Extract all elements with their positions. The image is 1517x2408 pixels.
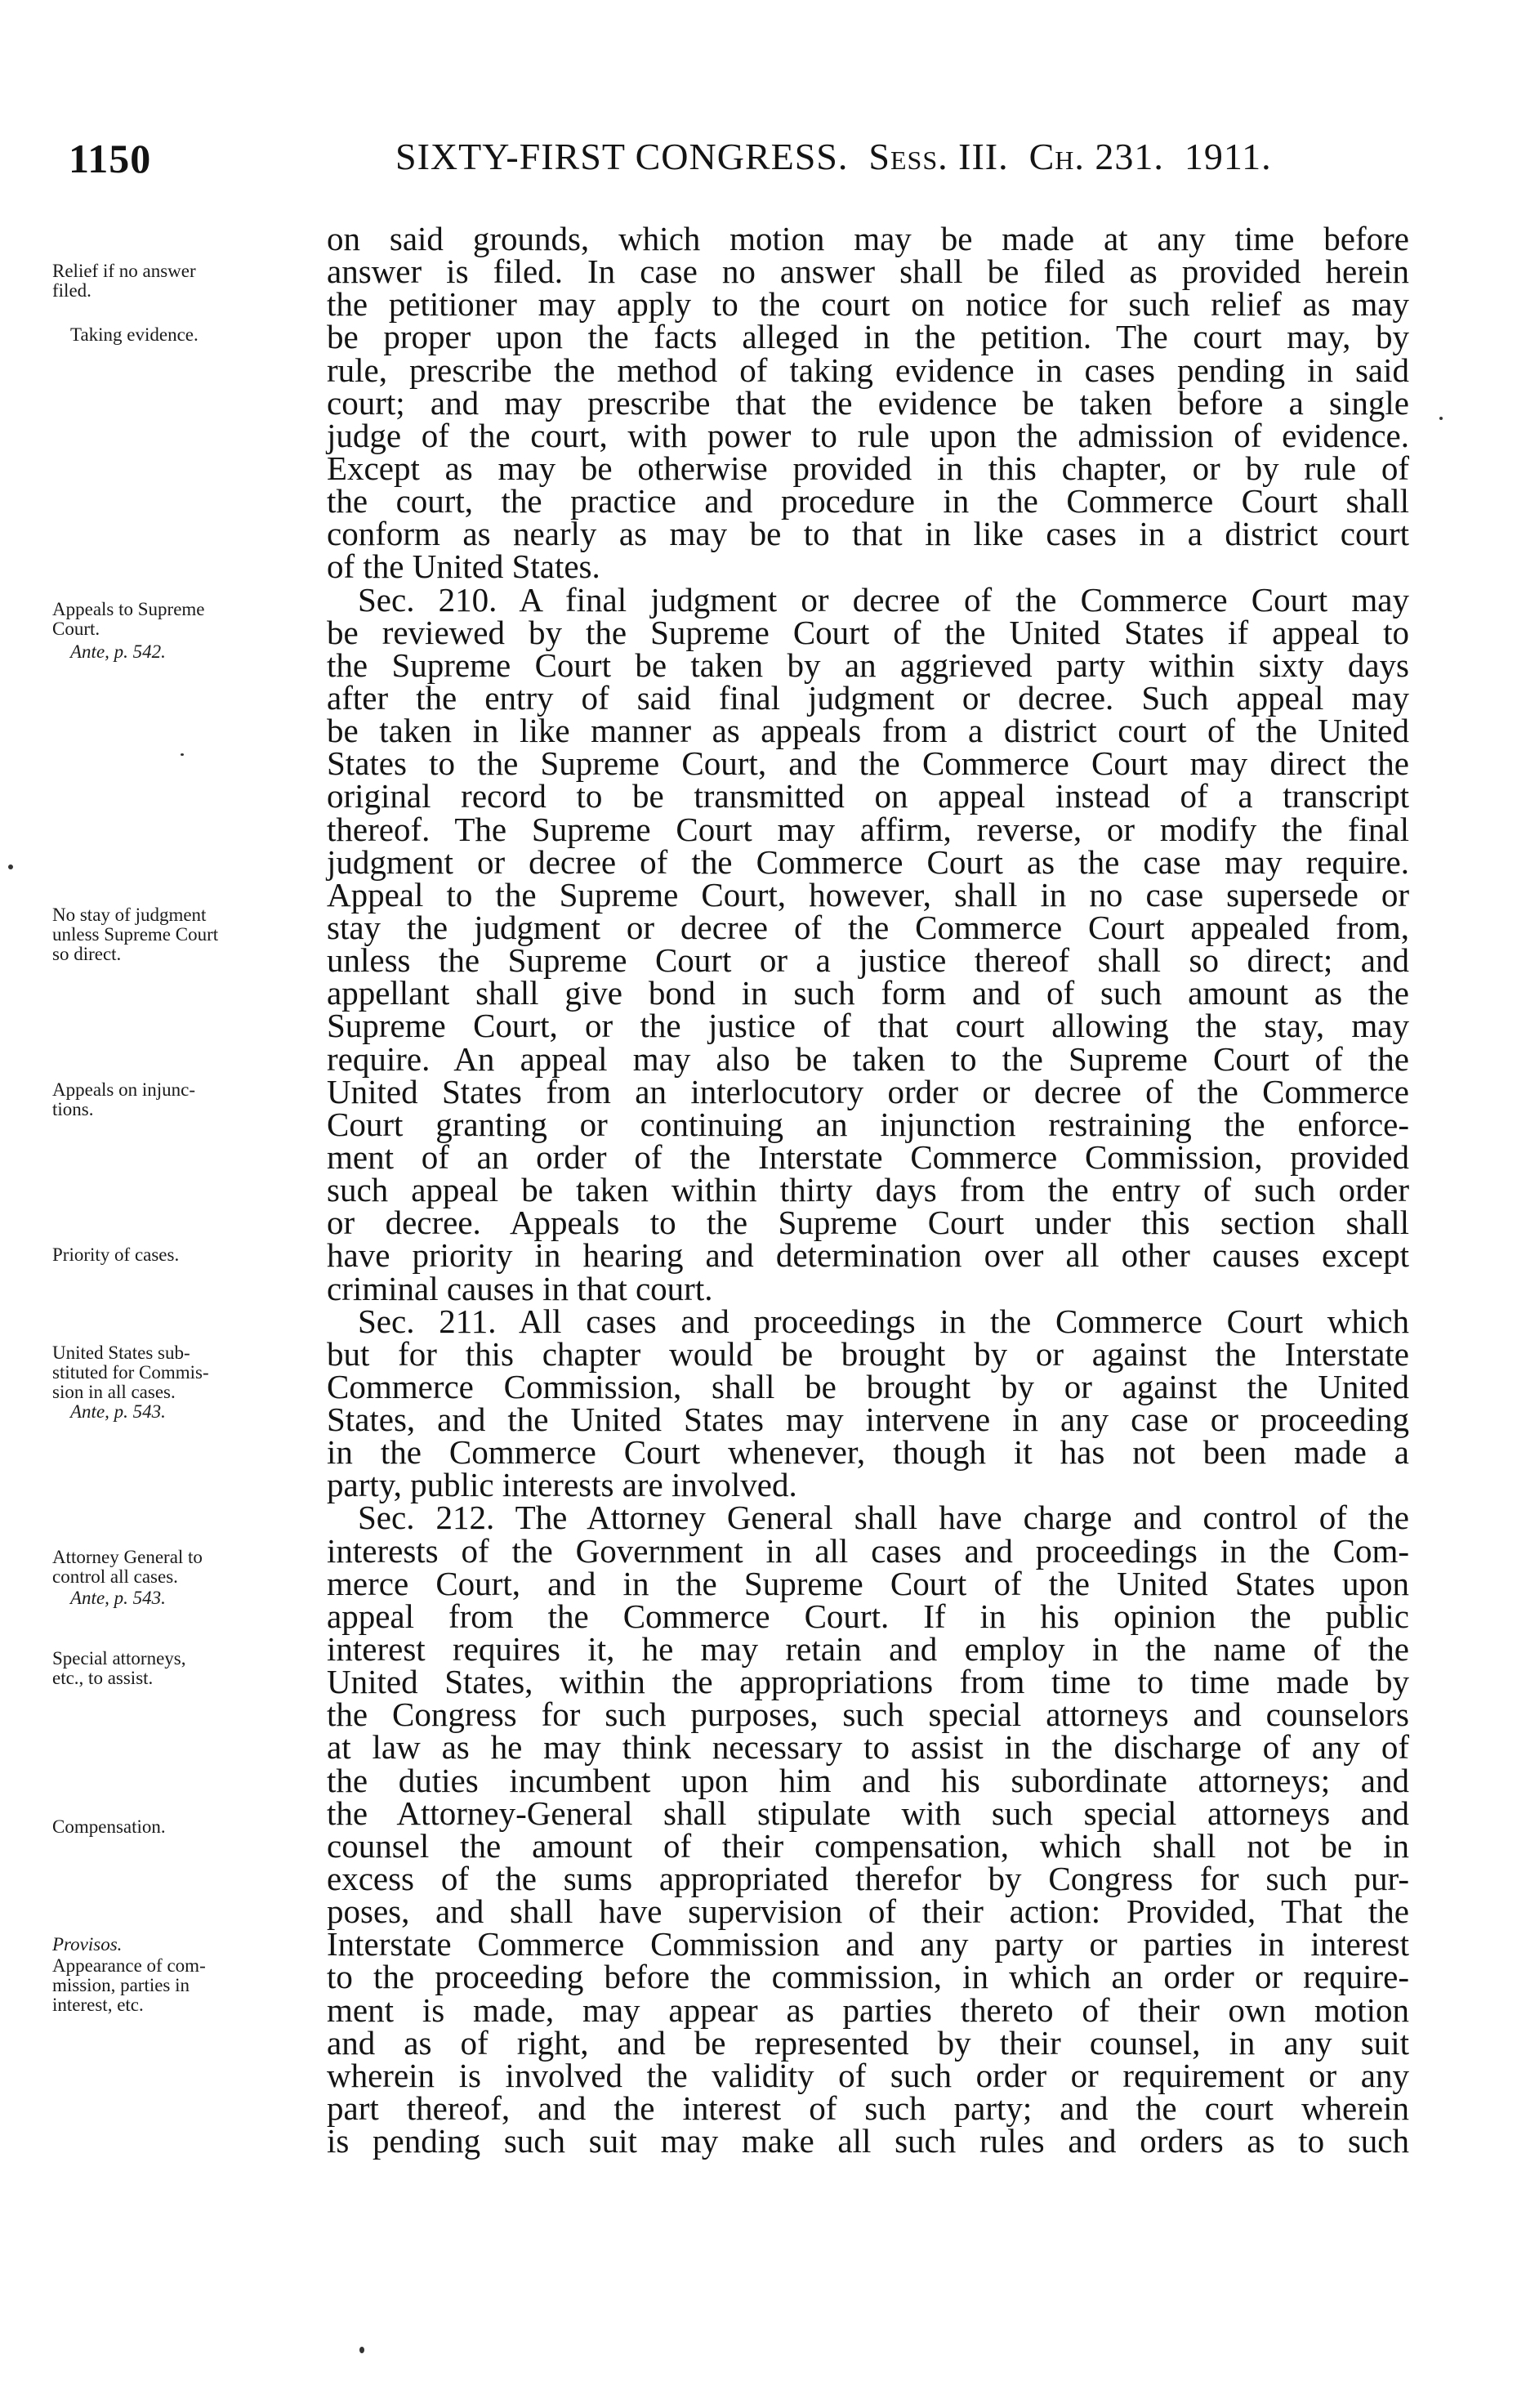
margin-note-compensation [52,1817,166,1837]
margin-note-line: Appeals to Supreme [52,599,205,619]
body-line: after the entry of said final judgment or decree. Such appeal may [327,678,1409,717]
body-line: Commerce Commission, shall be brought by or against the United [327,1367,1409,1405]
body-line: Interstate Commerce Commission and any party or parties in interest [327,1925,1409,1963]
running-head-congress: SIXTY-FIRST CONGRESS. [395,136,849,177]
margin-note-line: Court. [52,619,100,639]
body-line: answer is filed. In case no answer shall be filed as provided herein [327,252,1409,291]
body-line: be taken in like manner as appeals from a district court of the United [327,712,1409,750]
section-211-start: Sec. 211. All cases and proceedings in the Commerce Court which [358,1302,1409,1340]
body-line: Supreme Court, or the justice of that court allowing the stay, may [327,1007,1409,1045]
page-header [69,135,1408,184]
margin-note-line: No stay of judgment [52,905,207,925]
body-line: original record to be transmitted on appeal instead of a transcript [327,777,1409,815]
margin-note-line: United States sub- [52,1342,190,1363]
body-line: United States, within the appropriations from time to time made by [327,1663,1409,1701]
body-line: the duties incumbent upon him and his subordinate attorneys; and [327,1761,1409,1799]
page-number: 1150 [69,136,152,181]
body-line: the Attorney-General shall stipulate with such special attorneys and [327,1794,1409,1832]
section-212-start: Sec. 212. The Attorney General shall have charge and control of the [358,1499,1409,1537]
body-line: but for this chapter would be brought by or against the Interstate [327,1334,1409,1373]
margin-note-line: Ante, p. 543. [70,1588,166,1608]
margin-note-provisos [52,1935,122,1955]
margin-note-line: unless Supreme Court [52,924,219,945]
body-line: require. An appeal may also be taken to the Supreme Court of the [327,1039,1409,1078]
margin-note-line: etc., to assist. [52,1668,154,1688]
margin-note-line: control all cases. [52,1566,178,1587]
margin-note-relief [52,261,196,301]
running-head-session-number: III. [958,136,1009,177]
margin-note-appearance [52,1956,206,2015]
body-line: the Supreme Court be taken by an aggrieved party within sixty days [327,646,1409,684]
body-line: the court, the practice and procedure in the Commerce Court shall [327,482,1409,520]
running-head-session-label: Sess. [868,136,948,177]
body-line: merce Court, and in the Supreme Court of the United States upon [327,1564,1409,1602]
margin-note-line: mission, parties in [52,1975,190,1995]
margin-note-line: Ante, p. 543. [70,1401,166,1422]
body-line: rule, prescribe the method of taking evidence in cases pending in said [327,351,1409,389]
margin-note-no-stay [52,905,218,964]
margin-note-line: Appearance of com- [52,1955,206,1976]
body-line: ment is made, may appear as parties thereto of their own motion [327,1990,1409,2029]
body-line: part thereof, and the interest of such party; and the court wherein [327,2089,1409,2128]
margin-note-priority [52,1245,179,1265]
ink-speck [8,864,13,869]
body-line: thereof. The Supreme Court may affirm, reverse, or modify the final [327,810,1409,848]
body-line: Except as may be otherwise provided in this chapter, or by rule of [327,449,1409,487]
margin-note-line: Provisos. [52,1934,123,1955]
body-line: stay the judgment or decree of the Commerce Court appealed from, [327,908,1409,946]
margin-note-attorney-general [52,1548,203,1587]
margin-note-line: Compensation. [52,1816,166,1837]
body-line: judge of the court, with power to rule upon the admission of evidence. [327,416,1409,454]
body-line: States, and the United States may intervene in any case or proceeding [327,1401,1409,1439]
margin-note-line: Attorney General to [52,1547,203,1567]
body-line: be proper upon the facts alleged in the petition. The court may, by [327,318,1409,356]
ink-speck [359,2347,364,2353]
margin-note-ante-543-a [70,1402,166,1422]
body-line: interests of the Government in all cases and proceedings in the Com- [327,1531,1409,1570]
body-line: of the United States. [327,547,600,586]
margin-note-line: sion in all cases. [52,1382,176,1402]
body-line: on said grounds, which motion may be made at any time before [327,220,1409,257]
body-line: wherein is involved the validity of such order or requirement or any [327,2056,1409,2094]
margin-note-line: Special attorneys, [52,1648,186,1669]
body-line: appellant shall give bond in such form and of such amount as the [327,974,1409,1012]
body-line: or decree. Appeals to the Supreme Court under this section shall [327,1204,1409,1242]
margin-note-taking-evidence [70,325,199,345]
body-line: the Congress for such purposes, such special attorneys and counselors [327,1695,1409,1734]
body-line: is pending such suit may make all such rules and orders as to such [327,2122,1409,2160]
margin-note-line: tions. [52,1099,94,1119]
body-line: judgment or decree of the Commerce Court as the case may require. [327,842,1409,881]
section-210-start: Sec. 210. A final judgment or decree of the Commerce Court may [358,580,1409,619]
body-line: United States from an interlocutory order or decree of the Commerce [327,1072,1409,1110]
body-line: party, public interests are involved. [327,1466,797,1504]
margin-note-line: filed. [52,280,91,301]
margin-note-line: Relief if no answer [52,261,196,281]
margin-note-line: Appeals on injunc- [52,1079,196,1100]
body-line: Court granting or continuing an injunction restraining the enforce- [327,1105,1409,1143]
body-line: excess of the sums appropriated therefor by Congress for such pur- [327,1860,1409,1898]
margin-note-appeals-injunctions [52,1080,195,1119]
running-head-chapter-label: Ch. [1028,136,1085,177]
body-line: Appeal to the Supreme Court, however, shall in no case supersede or [327,875,1409,914]
body-line: such appeal be taken within thirty days from the entry of such order [327,1171,1409,1209]
margin-note-line: Taking evidence. [70,324,199,345]
ink-speck [181,753,184,756]
body-line: ment of an order of the Interstate Commerce Commission, provided [327,1137,1409,1176]
body-line: in the Commerce Court whenever, though it has not been made a [327,1433,1409,1472]
body-line: appeal from the Commerce Court. If in his opinion the public [327,1597,1409,1635]
body-line: court; and may prescribe that the evidence be taken before a single [327,383,1409,422]
margin-note-ante-543-b [70,1588,166,1608]
body-line: have priority in hearing and determination over all other causes except [327,1236,1409,1275]
margin-note-united-states-substituted [52,1343,209,1402]
body-line: at law as he may think necessary to assist in the discharge of any of [327,1728,1409,1767]
body-line: criminal causes in that court. [327,1269,713,1307]
margin-note-line: stituted for Commis- [52,1362,209,1383]
margin-note-line: Priority of cases. [52,1244,180,1265]
running-head-chapter-number: 231. [1095,136,1164,177]
body-line: States to the Supreme Court, and the Commerce Court may direct the [327,744,1409,783]
margin-note-line: Ante, p. 542. [70,641,166,662]
body-line: the petitioner may apply to the court on notice for such relief as may [327,285,1409,324]
margin-note-ante-542 [70,642,166,662]
ink-speck [1439,417,1443,420]
running-head [395,135,1272,178]
body-line: conform as nearly as may be to that in like cases in a district court [327,515,1409,553]
margin-note-appeals-supreme-court [52,600,205,639]
margin-note-line: interest, etc. [52,1995,144,2015]
body-line: poses, and shall have supervision of their action: Provided, That the [327,1892,1409,1931]
margin-note-special-attorneys [52,1649,186,1688]
body-line: and as of right, and be represented by their counsel, in any suit [327,2023,1409,2062]
body-line: to the proceeding before the commission, in which an order or require- [327,1958,1409,1996]
body-line: counsel the amount of their compensation, which shall not be in [327,1826,1409,1865]
margin-note-line: so direct. [52,944,122,964]
body-text [327,220,1409,2160]
running-head-year: 1911. [1184,136,1272,177]
body-line: unless the Supreme Court or a justice thereof shall so direct; and [327,941,1409,980]
body-line: interest requires it, he may retain and employ in the name of the [327,1630,1409,1669]
body-line: be reviewed by the Supreme Court of the United States if appeal to [327,613,1409,651]
